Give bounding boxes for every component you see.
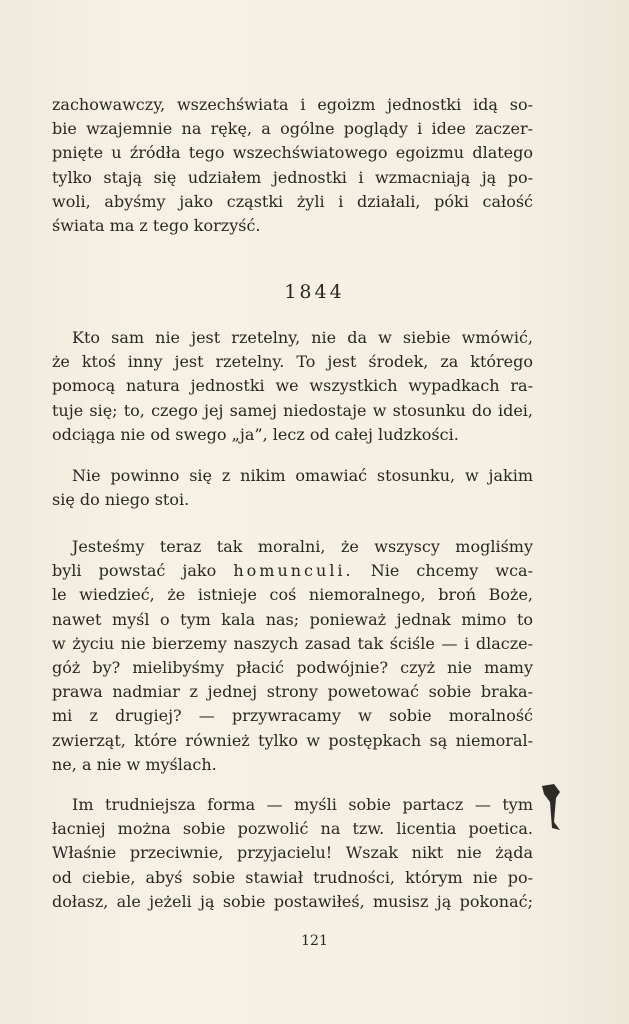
text-line: odciąga nie od swego „ja”, lecz od całej ludzkości. bbox=[52, 424, 459, 444]
text-line: że ktoś inny jest rzetelny. To jest środek, za którego bbox=[52, 352, 533, 372]
text-line: woli, abyśmy jako cząstki żyli i działali, póki całość bbox=[52, 191, 533, 211]
text-line: Im trudniejsza forma — myśli sobie partacz — tym bbox=[72, 795, 533, 814]
text-line: łacniej można sobie pozwolić na tzw. licentia poetica. bbox=[52, 819, 533, 839]
paragraph-1 bbox=[52, 93, 533, 238]
text-segment: byli powstać jako bbox=[52, 561, 234, 581]
text-segment: Nie chcemy wca- bbox=[353, 561, 533, 581]
page-number: 121 bbox=[301, 933, 328, 949]
text-line: ne, a nie w myślach. bbox=[52, 754, 217, 774]
text-line: od ciebie, abyś sobie stawiał trudności, którym nie po- bbox=[52, 867, 533, 887]
text-line: Jesteśmy teraz tak moralni, że wszyscy mogliśmy bbox=[72, 537, 533, 556]
text-line: pomocą natura jednostki we wszystkich wypadkach ra- bbox=[52, 376, 533, 396]
text-line: Nie powinno się z nikim omawiać stosunku, w jakim bbox=[72, 466, 533, 485]
text-line: Kto sam nie jest rzetelny, nie da w siebie wmówić, bbox=[72, 328, 533, 347]
text-line: mi z drugiej? — przywracamy w sobie moralność bbox=[52, 706, 533, 726]
section-heading: 1844 bbox=[284, 281, 345, 303]
text-line: pnięte u źródła tego wszechświatowego egoizmu dlatego bbox=[52, 143, 533, 163]
paragraph-2 bbox=[52, 326, 533, 447]
text-line: się do niego stoi. bbox=[52, 490, 190, 510]
text-line: świata ma z tego korzyść. bbox=[52, 216, 261, 236]
text-line: nawet myśl o tym kala nas; ponieważ jednak mimo to bbox=[52, 609, 533, 629]
text-line: góż by? mielibyśmy płacić podwójnie? czyż nie mamy bbox=[52, 658, 533, 678]
page-edge-tear-mark bbox=[540, 782, 564, 834]
spaced-emphasis-word: homunculi. bbox=[233, 561, 354, 581]
paragraph-3 bbox=[52, 464, 533, 512]
text-line: tuje się; to, czego jej samej niedostaje w stosunku do idei, bbox=[52, 400, 533, 420]
text-line: le wiedzieć, że istnieje coś niemoralnego, broń Boże, bbox=[52, 585, 533, 605]
paragraph-5 bbox=[52, 793, 533, 914]
text-line: tylko stają się udziałem jednostki i wzmacniają ją po- bbox=[52, 167, 533, 187]
text-line: zachowawczy, wszechświata i egoizm jednostki idą so- bbox=[52, 95, 533, 114]
text-line: zwierząt, które również tylko w postępkach są niemoral- bbox=[52, 730, 533, 750]
text-line bbox=[52, 559, 533, 583]
text-line: prawa nadmiar z jednej strony powetować sobie braka- bbox=[52, 682, 533, 702]
text-line: Właśnie przeciwnie, przyjacielu! Wszak nikt nie żąda bbox=[52, 843, 533, 863]
text-line: w życiu nie bierzemy naszych zasad tak ściśle — i dlacze- bbox=[52, 633, 533, 653]
text-line: dołasz, ale jeżeli ją sobie postawiłeś, musisz ją pokonać; bbox=[52, 891, 533, 911]
text-line: bie wzajemnie na rękę, a ogólne poglądy i idee zaczer- bbox=[52, 119, 533, 139]
paragraph-4 bbox=[52, 535, 533, 777]
